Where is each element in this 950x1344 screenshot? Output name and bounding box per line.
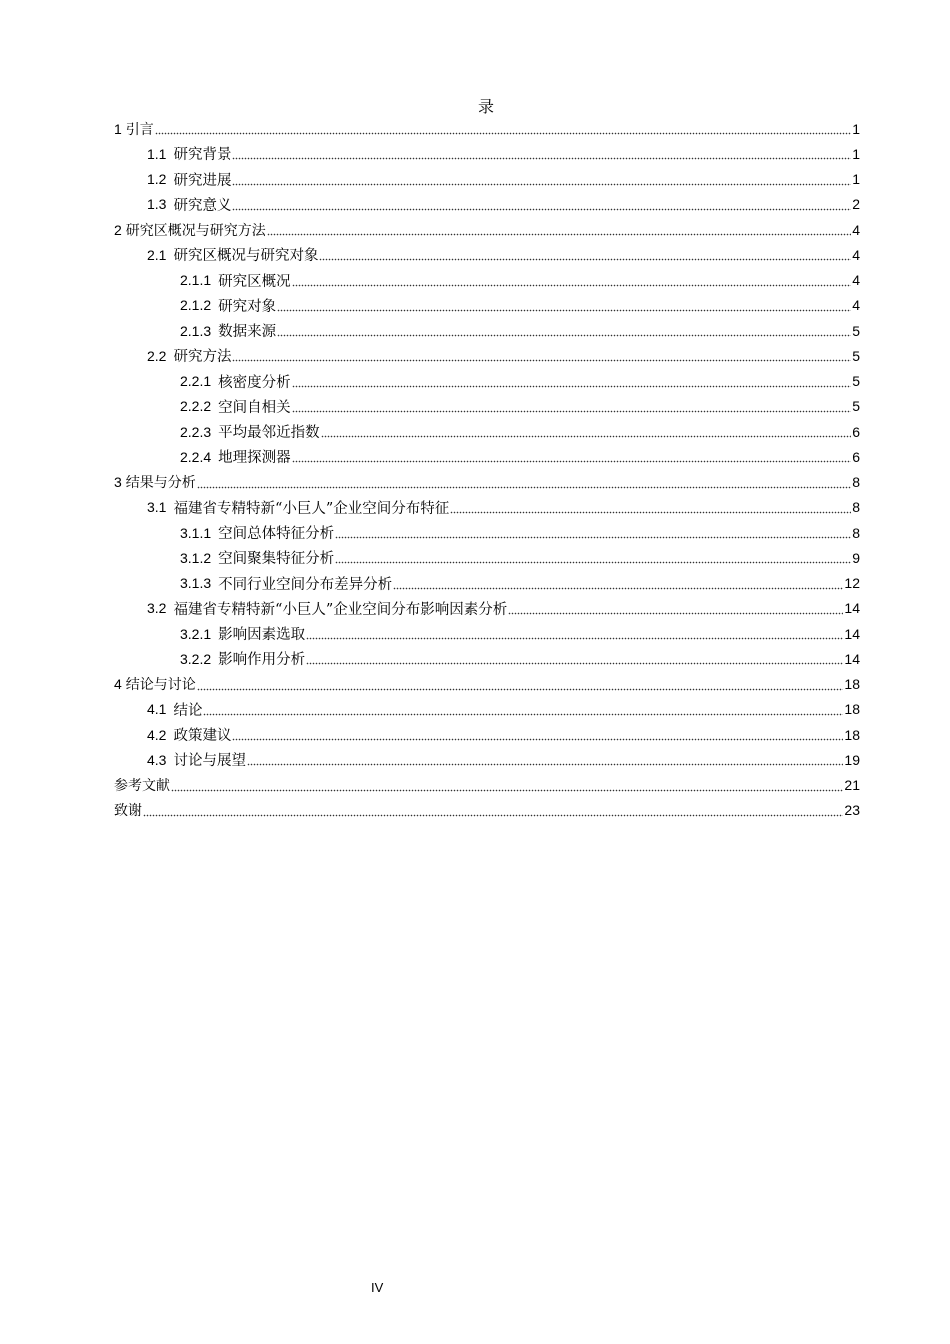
toc-dot-leader <box>143 798 843 823</box>
toc-entry-label: 研究区概况与研究对象 <box>173 248 319 265</box>
toc-entry[interactable] <box>114 268 860 293</box>
toc-entry-label: 研究区概况与研究方法 <box>125 222 266 239</box>
toc-dot-leader <box>232 722 843 747</box>
toc-dot-leader <box>321 419 852 444</box>
toc-entry[interactable] <box>114 217 860 242</box>
toc-entry[interactable] <box>114 495 860 520</box>
toc-entry-label: 空间自相关 <box>218 399 291 416</box>
toc-dot-leader <box>292 444 852 469</box>
toc-entry-page: 21 <box>844 777 860 794</box>
toc-entry-page: 4 <box>852 297 860 314</box>
toc-entry-number: 1.3 <box>147 196 167 213</box>
toc-entry[interactable] <box>114 722 860 747</box>
toc-entry-page: 23 <box>844 802 860 819</box>
toc-entry-number: 2.1.3 <box>180 322 212 339</box>
toc-entry-number: 3.1.2 <box>180 549 212 566</box>
toc-entry-number: 2.1.2 <box>180 297 212 314</box>
toc-entry-label: 参考文献 <box>114 778 170 795</box>
toc-entry-page: 4 <box>852 272 860 289</box>
toc-dot-leader <box>203 697 843 722</box>
toc-entry-number: 2.2.4 <box>180 448 212 465</box>
toc-dot-leader <box>232 141 851 166</box>
toc-entry-label: 空间聚集特征分析 <box>218 551 335 568</box>
toc-entry-page: 14 <box>844 650 860 667</box>
toc-dot-leader <box>267 217 851 242</box>
toc-entry-label: 政策建议 <box>173 728 232 745</box>
page-number: IV <box>371 1280 384 1295</box>
toc-entry[interactable] <box>114 394 860 419</box>
toc-entry-label: 结论 <box>173 702 203 719</box>
toc-dot-leader <box>508 596 843 621</box>
toc-entry-number: 4.2 <box>147 726 167 743</box>
toc-entry-page: 18 <box>844 726 860 743</box>
toc-entry-number: 2.1 <box>147 246 167 263</box>
toc-dot-leader <box>247 747 843 772</box>
toc-dot-leader <box>232 192 851 217</box>
toc-entry-number: 3.2.2 <box>180 650 212 667</box>
toc-entry[interactable] <box>114 242 860 267</box>
toc-dot-leader <box>292 369 852 394</box>
toc-entry-page: 5 <box>852 398 860 415</box>
toc-dot-leader <box>277 293 851 318</box>
toc-entry-number: 3 <box>114 474 122 491</box>
toc-entry-label: 结论与讨论 <box>125 677 196 694</box>
toc-entry-page: 6 <box>852 448 860 465</box>
toc-dot-leader <box>197 470 851 495</box>
toc-entry-label: 研究方法 <box>173 349 232 366</box>
toc-entry-number: 2.2.1 <box>180 373 212 390</box>
toc-entry-label: 地理探测器 <box>218 450 291 467</box>
toc-dot-leader <box>232 167 851 192</box>
toc-entry-label: 研究区概况 <box>218 273 291 290</box>
toc-entry-page: 18 <box>844 701 860 718</box>
toc-entry-number: 2 <box>114 221 122 238</box>
toc-entry[interactable] <box>114 672 860 697</box>
toc-entry[interactable] <box>114 141 860 166</box>
toc-entry-number: 3.2.1 <box>180 625 212 642</box>
toc-entry[interactable] <box>114 419 860 444</box>
toc-entry-label: 福建省专精特新“小巨人”企业空间分布影响因素分析 <box>173 601 508 618</box>
toc-entry-page: 8 <box>852 474 860 491</box>
toc-entry-label: 讨论与展望 <box>173 753 246 770</box>
toc-entry-number: 3.2 <box>147 600 167 617</box>
toc-dot-leader <box>197 672 844 697</box>
toc-entry[interactable] <box>114 520 860 545</box>
toc-dot-leader <box>155 116 851 141</box>
toc-entry[interactable] <box>114 444 860 469</box>
toc-entry-page: 18 <box>844 676 860 693</box>
toc-dot-leader <box>335 545 851 570</box>
toc-entry-page: 5 <box>852 322 860 339</box>
toc-entry-page: 5 <box>852 373 860 390</box>
toc-entry-number: 2.1.1 <box>180 272 212 289</box>
toc-entry[interactable] <box>114 596 860 621</box>
page-title: 录 <box>477 97 494 116</box>
toc-entry[interactable] <box>114 470 860 495</box>
toc-entry-page: 1 <box>852 171 860 188</box>
toc-entry-label: 研究背景 <box>173 147 232 164</box>
toc-entry[interactable] <box>114 545 860 570</box>
toc-entry-number: 1.1 <box>147 145 167 162</box>
toc-dot-leader <box>292 268 852 293</box>
toc-dot-leader <box>292 394 852 419</box>
toc-dot-leader <box>171 773 843 798</box>
toc-entry[interactable] <box>114 621 860 646</box>
toc-entry-page: 9 <box>852 549 860 566</box>
toc-entry-page: 4 <box>852 246 860 263</box>
toc-entry-label: 致谢 <box>114 803 142 820</box>
toc-entry-number: 3.1.3 <box>180 575 212 592</box>
toc-entry[interactable] <box>114 343 860 368</box>
toc-entry-page: 14 <box>844 625 860 642</box>
toc-entry-page: 5 <box>852 347 860 364</box>
toc-entry-number: 2.2.2 <box>180 398 212 415</box>
toc-entry-label: 核密度分析 <box>218 374 291 391</box>
toc-entry-page: 1 <box>852 120 860 137</box>
toc-dot-leader <box>393 571 843 596</box>
toc-entry[interactable] <box>114 747 860 772</box>
toc-entry-label: 空间总体特征分析 <box>218 526 335 543</box>
toc-entry-label: 研究对象 <box>218 298 277 315</box>
toc-entry[interactable] <box>114 646 860 671</box>
toc-entry[interactable] <box>114 773 860 798</box>
table-of-contents <box>114 116 860 823</box>
toc-entry[interactable] <box>114 369 860 394</box>
toc-entry[interactable] <box>114 798 860 823</box>
toc-entry-number: 4 <box>114 676 122 693</box>
toc-entry-label: 结果与分析 <box>125 475 196 492</box>
toc-entry-label: 不同行业空间分布差异分析 <box>218 576 393 593</box>
toc-dot-leader <box>306 646 843 671</box>
toc-entry-label: 影响因素选取 <box>218 627 306 644</box>
toc-entry-number: 2.2.3 <box>180 423 212 440</box>
toc-dot-leader <box>319 242 851 267</box>
toc-entry[interactable] <box>114 571 860 596</box>
toc-entry-page: 1 <box>852 145 860 162</box>
toc-entry-label: 引言 <box>125 121 154 138</box>
toc-dot-leader <box>277 318 851 343</box>
toc-entry-label: 平均最邻近指数 <box>218 425 320 442</box>
toc-entry-page: 8 <box>852 499 860 516</box>
toc-entry-number: 2.2 <box>147 347 167 364</box>
toc-entry-number: 4.1 <box>147 701 167 718</box>
toc-entry-label: 数据来源 <box>218 324 277 341</box>
toc-entry[interactable] <box>114 192 860 217</box>
toc-dot-leader <box>335 520 851 545</box>
toc-entry[interactable] <box>114 697 860 722</box>
toc-entry-page: 14 <box>844 600 860 617</box>
toc-dot-leader <box>232 343 851 368</box>
toc-entry-number: 3.1 <box>147 499 167 516</box>
toc-entry-page: 19 <box>844 751 860 768</box>
toc-entry-page: 2 <box>852 196 860 213</box>
toc-entry-label: 研究进展 <box>173 172 232 189</box>
toc-entry[interactable] <box>114 318 860 343</box>
toc-entry-number: 3.1.1 <box>180 524 212 541</box>
toc-dot-leader <box>450 495 851 520</box>
toc-entry[interactable] <box>114 167 860 192</box>
toc-entry-number: 4.3 <box>147 751 167 768</box>
toc-entry-label: 影响作用分析 <box>218 652 306 669</box>
toc-entry-number: 1 <box>114 120 122 137</box>
toc-entry[interactable] <box>114 116 860 141</box>
toc-entry-label: 研究意义 <box>173 197 232 214</box>
toc-entry[interactable] <box>114 293 860 318</box>
toc-entry-label: 福建省专精特新“小巨人”企业空间分布特征 <box>173 500 450 517</box>
toc-entry-page: 6 <box>852 423 860 440</box>
toc-entry-page: 8 <box>852 524 860 541</box>
toc-entry-number: 1.2 <box>147 171 167 188</box>
toc-entry-page: 12 <box>844 575 860 592</box>
toc-entry-page: 4 <box>852 221 860 238</box>
toc-dot-leader <box>306 621 843 646</box>
